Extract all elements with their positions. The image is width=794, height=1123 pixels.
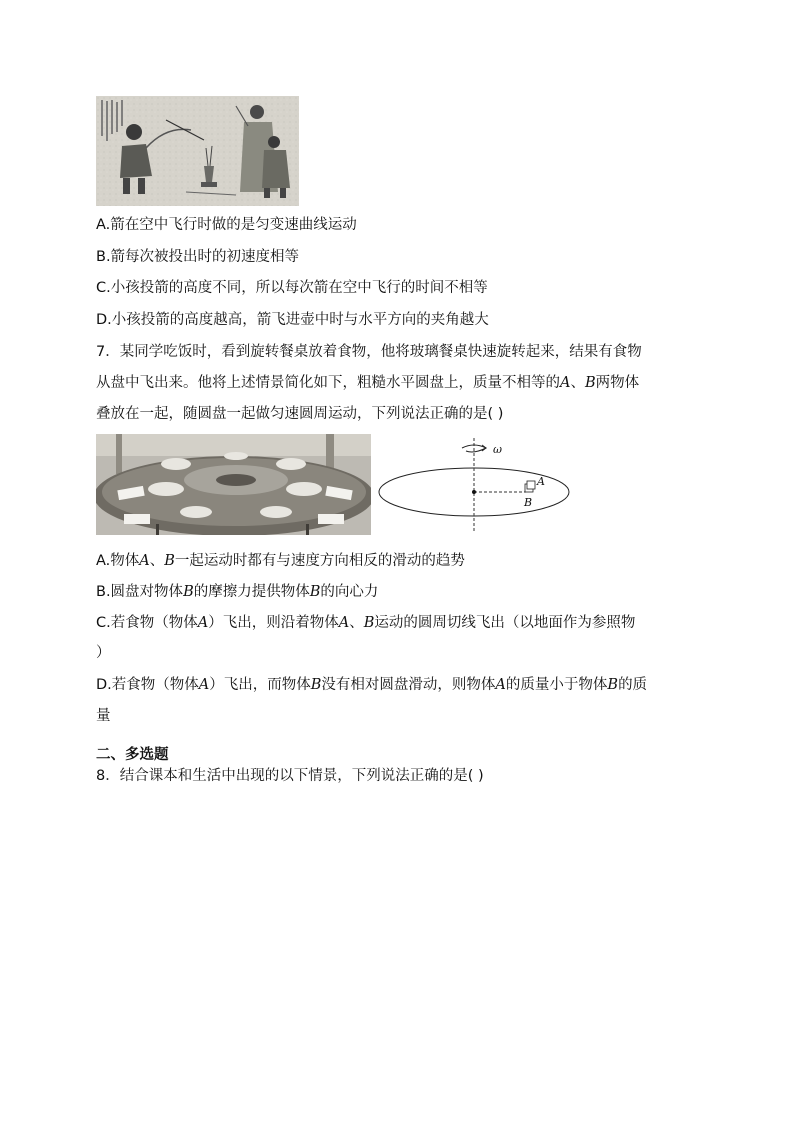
opt-text: ）飞出，而物体 (209, 677, 311, 693)
q7-text: 两物体 (595, 375, 640, 391)
opt-text: 的向心力 (320, 584, 379, 600)
q7-text: 、 (570, 375, 585, 391)
section-title-multiple-choice: 二、多选题 (96, 747, 169, 763)
option-7c-cont: ） (96, 645, 111, 661)
opt-text: 的摩擦力提供物体 (193, 584, 310, 600)
var-a: A (560, 375, 571, 391)
option-7d (96, 675, 647, 695)
var-b: B (607, 677, 619, 693)
var-a: A (338, 615, 350, 631)
label-a: A (537, 475, 545, 488)
option-7c (96, 613, 635, 633)
opt-text: B.圆盘对物体 (96, 584, 184, 600)
var-b: B (584, 375, 596, 391)
option-6d: D.小孩投箭的高度越高，箭飞进壶中时与水平方向的夹角越大 (96, 312, 489, 328)
var-b: B (310, 677, 322, 693)
option-7b (96, 582, 378, 602)
var-b: B (164, 553, 175, 569)
question-8: 8．结合课本和生活中出现的以下情景，下列说法正确的是( ) (96, 768, 484, 784)
table-photo-illustration (96, 434, 371, 535)
opt-text: 没有相对圆盘滑动，则物体 (321, 677, 496, 693)
question-7-line-1: 7．某同学吃饭时，看到旋转餐桌放着食物，他将玻璃餐桌快速旋转起来，结果有食物 (96, 344, 642, 360)
painting-illustration (96, 96, 299, 206)
var-b: B (183, 584, 194, 600)
var-b: B (363, 615, 375, 631)
opt-text: 、 (149, 553, 165, 569)
opt-text: D.若食物（物体 (96, 677, 199, 693)
var-a: A (197, 615, 209, 631)
var-a: A (139, 553, 150, 569)
option-6b: B.箭每次被投出时的初速度相等 (96, 249, 300, 265)
option-7a (96, 551, 465, 571)
arrow-throwing-painting (96, 96, 299, 206)
rotating-disk-diagram (376, 434, 572, 534)
var-a: A (198, 677, 210, 693)
disk-diagram-svg (376, 434, 572, 534)
var-b: B (309, 584, 321, 600)
omega-label: ω (493, 443, 502, 456)
q7-text: 从盘中飞出来。他将上述情景简化如下，粗糙水平圆盘上，质量不相等的 (96, 375, 560, 391)
opt-text: 一起运动时都有与速度方向相反的滑动的趋势 (174, 553, 465, 569)
option-6a: A.箭在空中飞行时做的是匀变速曲线运动 (96, 217, 357, 233)
var-a: A (495, 677, 506, 693)
opt-text: A.物体 (96, 553, 140, 569)
opt-text: 、 (349, 615, 364, 631)
opt-text: 的质 (618, 677, 648, 693)
question-7-line-3: 叠放在一起，随圆盘一起做匀速圆周运动，下列说法正确的是( ) (96, 406, 504, 422)
opt-text: 运动的圆周切线飞出（以地面作为参照物 (374, 615, 636, 631)
question-7-line-2 (96, 373, 639, 393)
option-6c: C.小孩投箭的高度不同，所以每次箭在空中飞行的时间不相等 (96, 280, 488, 296)
opt-text: 的质量小于物体 (505, 677, 608, 693)
rotating-table-photo (96, 434, 371, 535)
opt-text: C.若食物（物体 (96, 615, 198, 631)
opt-text: ）飞出，则沿着物体 (208, 615, 339, 631)
label-b: B (524, 496, 533, 509)
option-7d-cont: 量 (96, 708, 111, 724)
